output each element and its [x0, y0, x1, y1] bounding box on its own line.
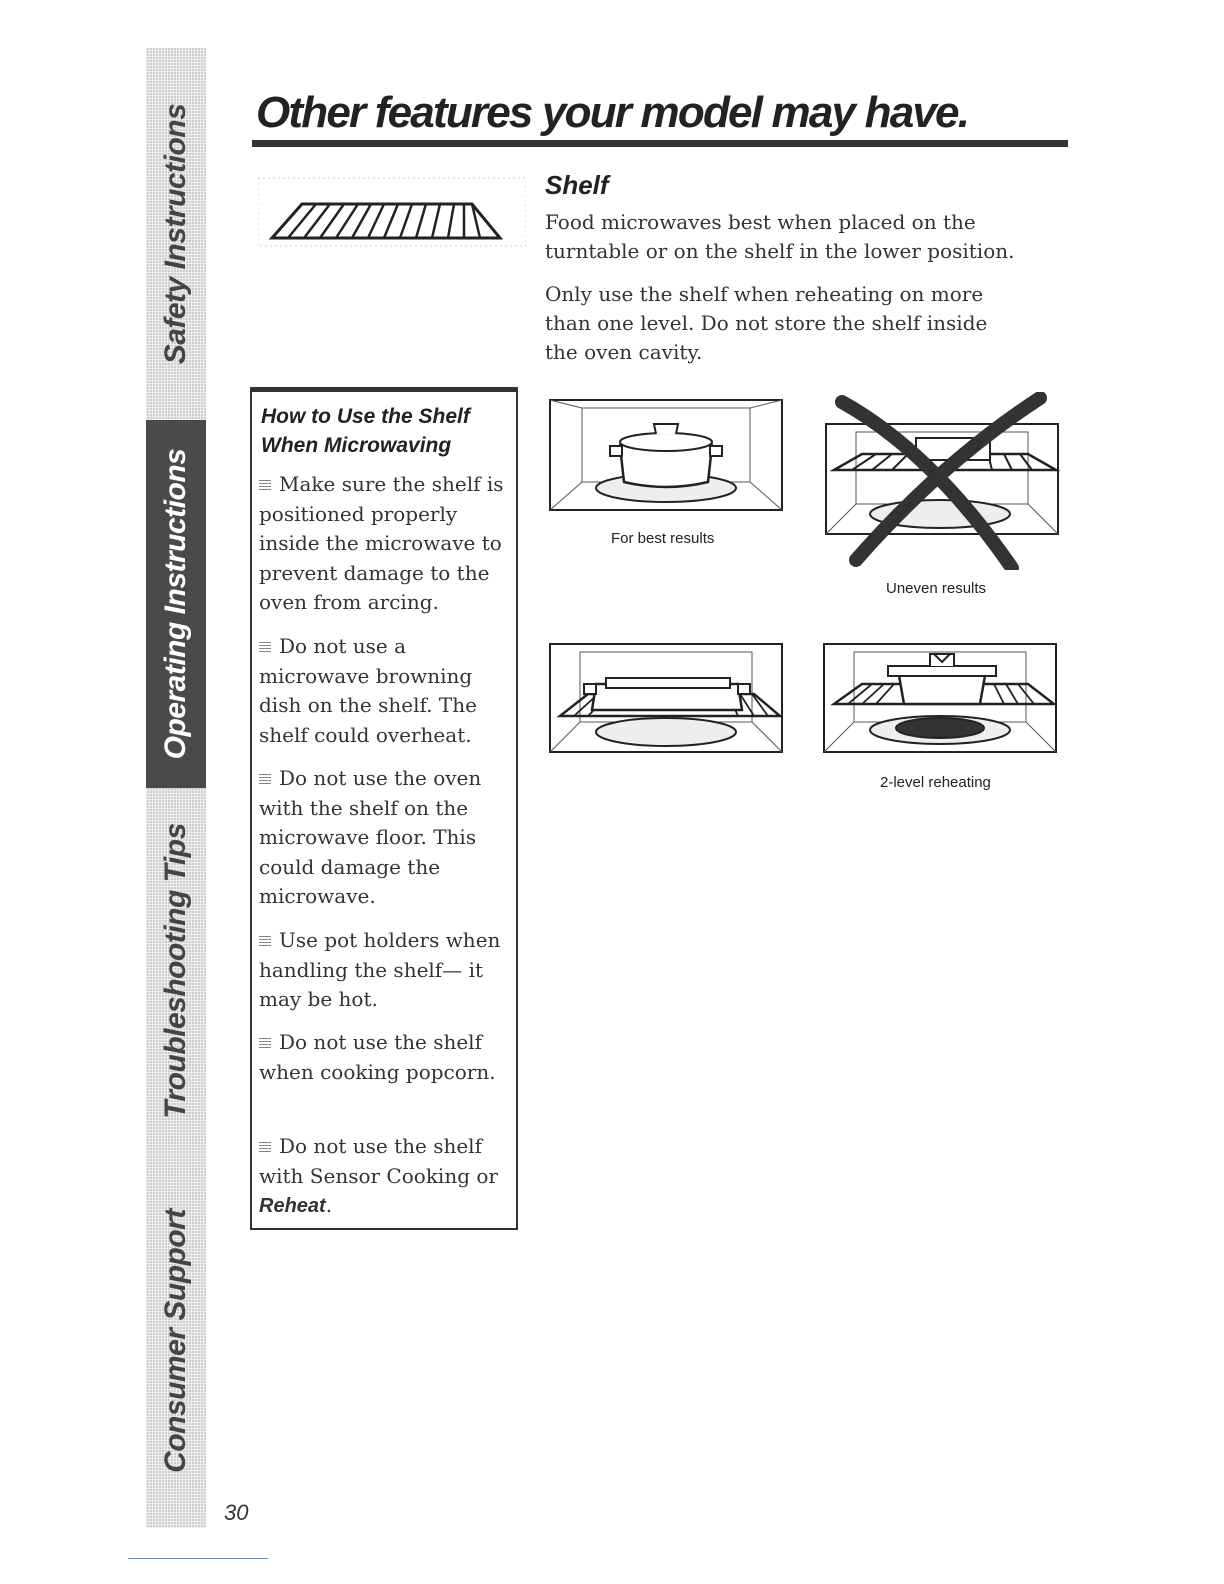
bullet-icon [259, 772, 271, 784]
tab-safety-instructions[interactable] [146, 48, 206, 420]
tab-label: Consumer Support [159, 1209, 192, 1473]
tab-label: Operating Instructions [159, 448, 192, 760]
shelf-paragraph-2: Only use the shelf when reheating on more than one level. Do not store the shelf inside the oven cavity. [545, 282, 988, 364]
bullet-icon [259, 1140, 271, 1152]
uneven-results-illustration [822, 392, 1068, 570]
howto-bullet: Make sure the shelf is positioned properly inside the microwave to prevent damage to the oven from arcing. [259, 472, 504, 614]
howto-box [250, 387, 518, 1230]
howto-bullet: Do not use the shelf when cooking popcorn. [259, 1030, 496, 1084]
bullet-icon [259, 934, 271, 946]
title-rule [252, 140, 1068, 147]
two-level-right-illustration [822, 640, 1062, 756]
two-level-left-illustration [548, 640, 788, 756]
page-title: Other features your model may have. [256, 88, 969, 137]
bullet-icon [259, 1036, 271, 1048]
tab-label: Troubleshooting Tips [159, 823, 192, 1119]
footer-rule [128, 1558, 268, 1559]
best-results-illustration [548, 396, 788, 514]
caption-two-level-reheating: 2-level reheating [880, 774, 991, 791]
tab-consumer-support[interactable] [146, 1154, 206, 1528]
tab-label: Safety Instructions [159, 103, 192, 365]
sidebar [146, 48, 206, 1528]
shelf-paragraph-1: Food microwaves best when placed on the turntable or on the shelf in the lower position. [545, 210, 1015, 263]
caption-uneven-results: Uneven results [886, 580, 987, 597]
caption-best-results: For best results [611, 530, 715, 547]
section-heading-shelf: Shelf [545, 170, 609, 200]
howto-bullet: Do not use the oven with the shelf on the microwave floor. This could damage the microwave. [259, 766, 482, 908]
howto-bullet: Use pot holders when handling the shelf— it may be hot. [259, 928, 501, 1011]
howto-bullet: Do not use the shelf with Sensor Cooking or Reheat. [259, 1134, 498, 1217]
bullet-icon [259, 640, 271, 652]
howto-heading: How to Use the Shelf When Microwaving [261, 405, 470, 457]
page-number: 30 [224, 1500, 249, 1525]
bullet-icon [259, 478, 271, 490]
reheat-emphasis: Reheat [259, 1195, 326, 1217]
tab-troubleshooting-tips[interactable] [146, 788, 206, 1154]
howto-bullet: Do not use a microwave browning dish on the shelf. The shelf could overheat. [259, 634, 477, 747]
tab-operating-instructions[interactable] [146, 420, 206, 788]
shelf-illustration [258, 172, 526, 252]
